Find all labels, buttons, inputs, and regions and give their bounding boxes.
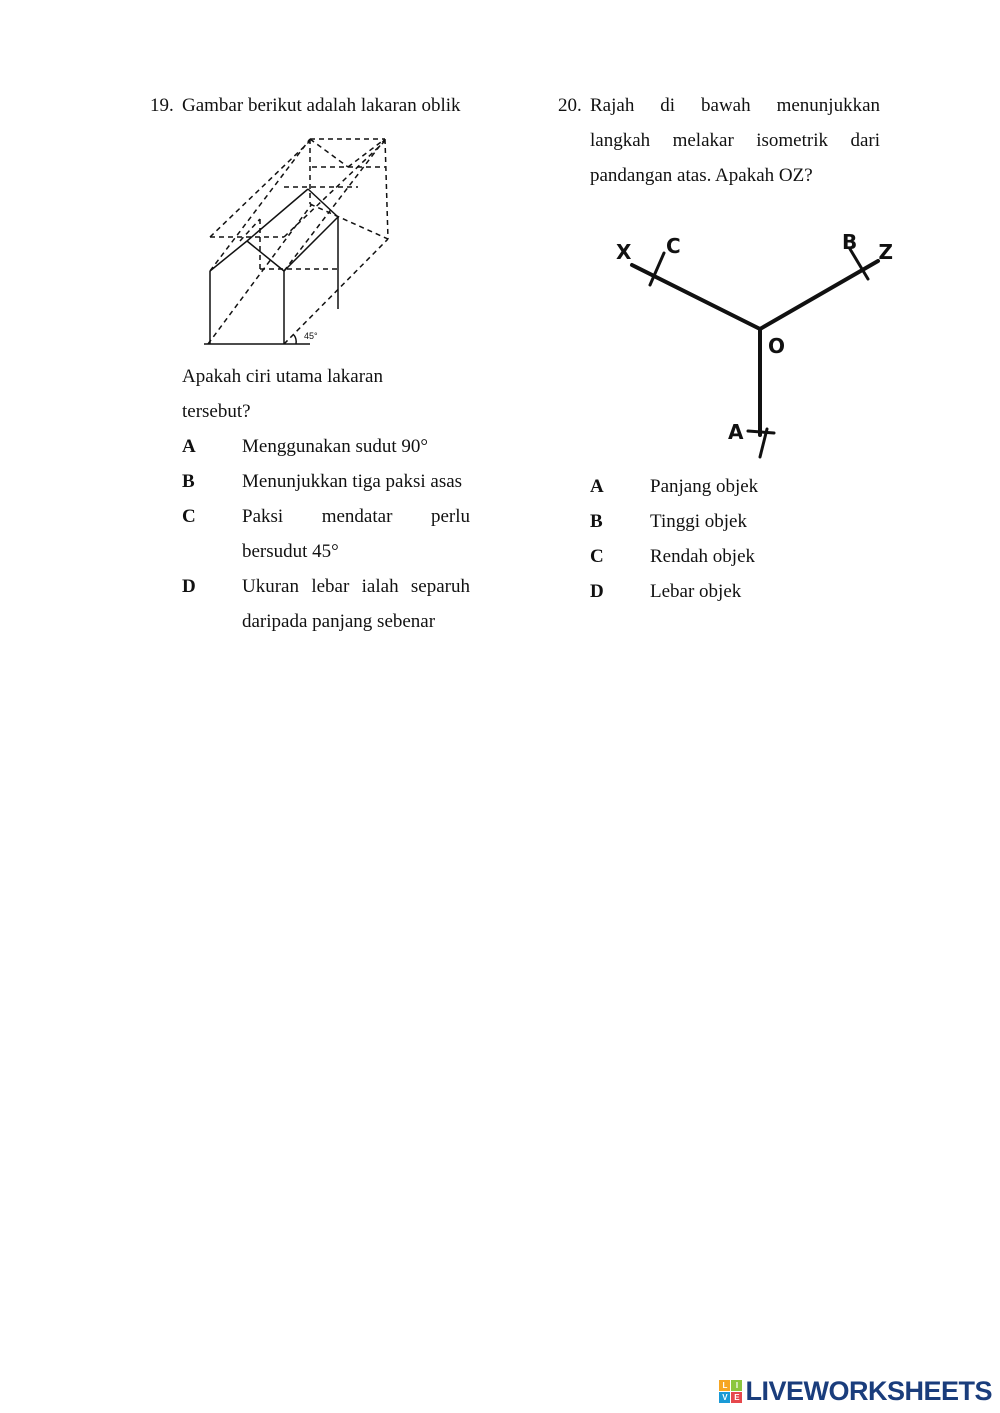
option-a[interactable] [590,469,880,504]
isometric-axes-figure [588,213,898,463]
question-20-header [558,88,880,193]
option-c[interactable] [590,539,880,574]
option-d[interactable] [590,574,880,609]
construction-lines [208,139,388,344]
option-text: Rendah objek [650,546,756,567]
logo-mark-icon [719,1380,742,1403]
option-letter: B [590,511,603,532]
logo-cell: L [719,1380,730,1391]
option-text: Menunjukkan tiga paksi asas [242,471,463,492]
logo-cell: E [731,1392,742,1403]
option-text: Tinggi objek [650,511,747,532]
option-b[interactable] [590,504,880,539]
label-a: A [728,420,744,444]
liveworksheets-logo[interactable] [719,1376,992,1407]
label-c: C [666,234,681,258]
oblique-sketch-figure [200,129,400,349]
question-number: 20. [558,95,582,116]
axis-lines [632,261,878,435]
option-text: Menggunakan sudut 90° [242,436,428,457]
option-letter: D [590,581,604,602]
option-letter: A [182,436,196,457]
question-19 [150,88,470,639]
option-letter: C [590,546,604,567]
option-text: Paksi mendatar perlu bersudut 45° [242,506,470,562]
option-c[interactable] [182,499,470,569]
question-stem [182,359,470,429]
question-19-header [150,88,470,123]
angle-label: 45° [304,331,318,341]
option-d[interactable] [182,569,470,639]
question-20 [558,88,893,609]
option-text: Ukuran lebar ialah separuh daripada panjang sebenar [242,576,470,632]
answer-options [590,469,880,609]
label-x: X [616,240,632,264]
option-text: Panjang objek [650,476,759,497]
logo-text: LIVEWORKSHEETS [745,1376,992,1406]
label-z: Z [878,240,893,264]
option-letter: B [182,471,195,492]
label-b: B [842,230,858,254]
option-letter: A [590,476,604,497]
stem-line-2: tersebut? [182,401,251,422]
question-prompt: Gambar berikut adalah lakaran oblik [182,95,461,116]
logo-cell: V [719,1392,730,1403]
stem-line-1: Apakah ciri utama lakaran [182,366,383,387]
option-letter: D [182,576,196,597]
label-o: O [768,334,786,358]
question-prompt: Rajah di bawah menunjukkan langkah melakar isometrik dari pandangan atas. Apakah OZ? [590,95,880,186]
angle-arc [294,335,296,344]
front-face-lines [204,189,338,344]
logo-cell: I [731,1380,742,1391]
option-letter: C [182,506,196,527]
option-text: Lebar objek [650,581,742,602]
answer-options [182,429,470,639]
option-a[interactable] [182,429,470,464]
question-number: 19. [150,95,174,116]
option-b[interactable] [182,464,470,499]
